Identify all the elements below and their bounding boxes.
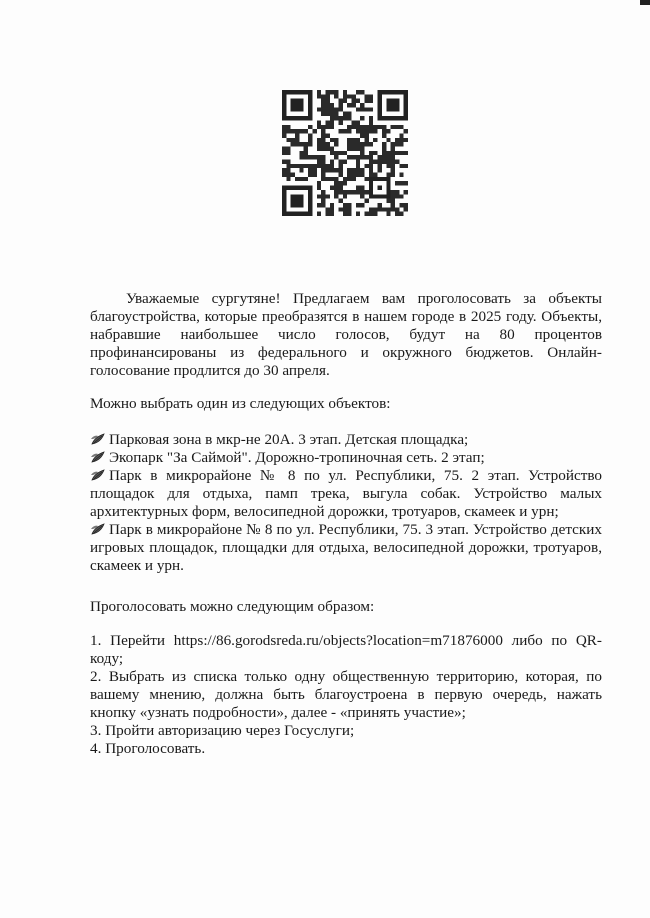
object-text: Парк в микрорайоне № 8 по ул. Республики, 75. 3 этап. Устройство детских игровых площадок, площадки для отдыха, велосипедной дорожки, тротуаров, скамеек и урн. <box>90 521 602 574</box>
object-text: Парковая зона в мкр-не 20А. 3 этап. Детская площадка; <box>109 431 469 448</box>
qr-code-image <box>282 90 408 216</box>
leaf-bullet-icon <box>90 523 106 535</box>
steps-list <box>90 632 602 758</box>
leaf-bullet-icon <box>90 433 106 445</box>
intro-paragraph: Уважаемые сургутяне! Предлагаем вам проголосовать за объекты благоустройства, которые преобразятся в нашем городе в 2025 году. Объекты, набравшие наибольшее число голосов, будут на 80 процентов профинансированы из федерального и окружного бюджетов. Онлайн-голосование продлится до 30 апреля. <box>90 290 602 379</box>
object-item <box>90 467 602 521</box>
how-section <box>90 598 602 616</box>
step-item: 4. Проголосовать. <box>90 740 206 757</box>
intro-section <box>90 290 602 380</box>
scan-mark <box>640 0 650 5</box>
object-item <box>90 521 602 575</box>
leaf-bullet-icon <box>90 469 106 481</box>
step-item: 2. Выбрать из списка только одну общественную территорию, которая, по вашему мнению, должна быть благоустроена в первую очередь, нажать кнопку «узнать подробности», далее - «принять участие»; <box>90 668 602 721</box>
leaf-bullet-icon <box>90 451 106 463</box>
object-text: Экопарк "За Саймой". Дорожно-тропиночная сеть. 2 этап; <box>109 449 485 466</box>
objects-list <box>90 431 602 575</box>
choose-section <box>90 395 602 413</box>
choose-heading: Можно выбрать один из следующих объектов: <box>90 395 391 412</box>
step-item: 1. Перейти https://86.gorodsreda.ru/objects?location=m71876000 либо по QR-коду; <box>90 632 602 667</box>
how-heading: Проголосовать можно следующим образом: <box>90 598 375 615</box>
object-text: Парк в микрорайоне № 8 по ул. Республики, 75. 2 этап. Устройство площадок для отдыха, памп трека, выгула собак. Устройство малых архитектурных форм, велосипедной дорожки, тротуаров, скамеек и урн; <box>90 467 602 520</box>
object-item <box>90 431 602 449</box>
object-item <box>90 449 602 467</box>
step-item: 3. Пройти авторизацию через Госуслуги; <box>90 722 355 739</box>
